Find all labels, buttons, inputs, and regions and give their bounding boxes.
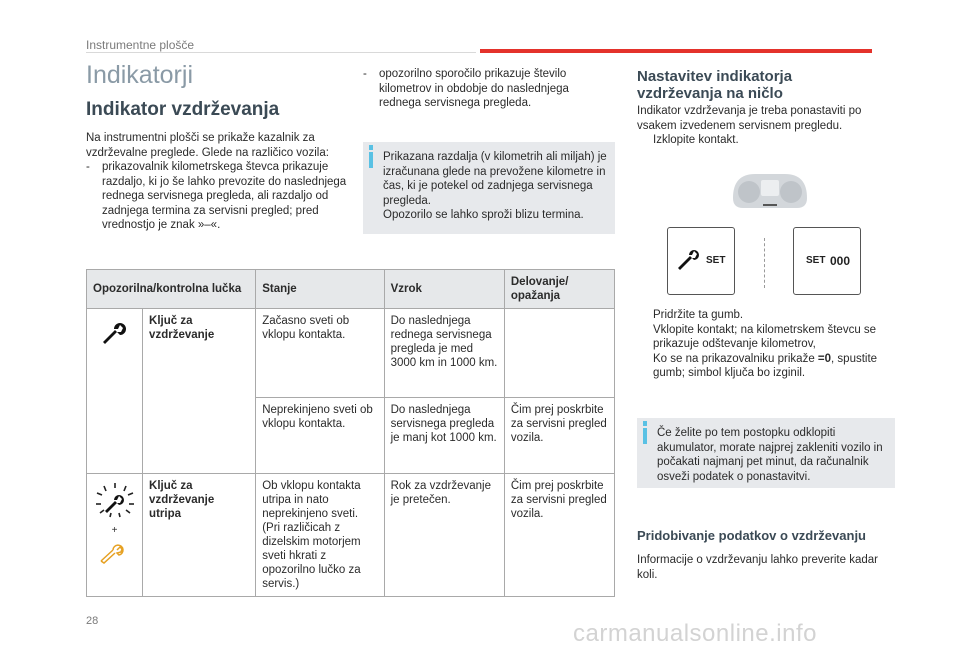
info-text	[383, 150, 608, 223]
info-line: Opozorilo se lahko sproži blizu termina.	[383, 209, 584, 221]
section-header: Instrumentne plošče	[86, 38, 195, 52]
list-item	[637, 352, 907, 381]
set-label: SET	[706, 255, 726, 266]
cell-action: Čim prej poskrbite za servisni pregled vozila.	[504, 398, 614, 474]
list-dash: -	[86, 161, 90, 173]
list-item-text: Izklopite kontakt.	[653, 134, 739, 146]
cell-cause: Do naslednjega servisnega pregleda je manj kot 1000 km.	[384, 398, 504, 474]
instrument-cluster-illustration	[725, 168, 815, 218]
reset-steps	[637, 308, 907, 381]
table-row	[87, 474, 615, 597]
outro-paragraph: Informacije o vzdrževanju lahko preverite kadar koli.	[637, 554, 878, 581]
info-icon	[643, 421, 647, 426]
right-section-title: Nastavitev indikatorja vzdrževanja na ničlo	[637, 68, 793, 102]
info-box	[363, 142, 615, 234]
list-item-text-bold: =0	[817, 352, 832, 365]
wrench-flashing-icon	[94, 482, 136, 518]
list-item	[86, 160, 356, 233]
info-box	[637, 418, 895, 488]
info-icon-bar	[369, 152, 373, 168]
list-item	[363, 67, 613, 111]
lamp-icon-cell	[87, 474, 143, 597]
lamp-name: Ključ za vzdrževanje utripa	[143, 474, 256, 597]
info-icon-bar	[643, 428, 647, 444]
wrench-icon	[100, 319, 130, 345]
col-header-cause: Vzrok	[384, 270, 504, 309]
reset-intro-text: Indikator vzdrževanja je treba ponastaviti po vsakem izvedenem servisnem pregledu.	[637, 105, 862, 132]
header-rule	[86, 52, 476, 53]
section-title: Indikator vzdrževanja	[86, 99, 280, 120]
list-item	[637, 323, 907, 352]
cell-action	[504, 309, 614, 398]
list-item-text: opozorilno sporočilo prikazuje število kilometrov in obdobje do naslednjega rednega servisnega pregleda.	[379, 68, 569, 109]
cell-cause: Do naslednjega rednega servisnega pregleda je med 3000 km in 1000 km.	[384, 309, 504, 398]
list-item	[637, 133, 897, 148]
subsection-title: Pridobivanje podatkov o vzdrževanju	[637, 528, 866, 543]
list-dash: -	[363, 68, 367, 80]
list-item-text-pre: Ko se na prikazovalniku prikaže	[653, 352, 818, 365]
list-item-text: Vklopite kontakt; na kilometrskem števcu se prikazuje odštevanje kilometrov,	[653, 323, 877, 350]
list-item-text: prikazovalnik kilometrskega števca prikazuje razdaljo, ki jo še lahko prevozite do naslednjega rednega servisnega pregleda, ali razdaljo od zadnjega termina za servisni pregled; pred vrednostjo je znak »–«.	[102, 161, 347, 231]
set-label: SET	[806, 255, 826, 266]
divider	[764, 238, 765, 288]
cell-state: Ob vklopu kontakta utripa in nato neprekinjeno sveti. (Pri različicah z dizelskim motorjem sveti hkrati z opozorilno lučko za servis.)	[256, 474, 384, 597]
set-button-illustration	[667, 227, 735, 295]
list-item-text: Pridržite ta gumb.	[653, 309, 744, 321]
intro-text: Na instrumentni plošči se prikaže kazalnik za vzdrževalne preglede. Glede na različico vozila:	[86, 132, 329, 159]
intro-paragraph	[86, 131, 356, 233]
wrench-outline-icon	[98, 542, 132, 564]
warning-lamp-table	[86, 269, 615, 597]
col-header-lamp: Opozorilna/kontrolna lučka	[87, 270, 256, 309]
cell-action: Čim prej poskrbite za servisni pregled vozila.	[504, 474, 614, 597]
info-line: Prikazana razdalja (v kilometrih ali miljah) je izračunana glede na prevožene kilometre in čas, ki je potekel od zadnjega servisnega pregleda.	[383, 151, 607, 207]
info-icon	[369, 145, 373, 150]
plus-sign: +	[111, 525, 118, 536]
set-display-illustration	[793, 227, 861, 295]
cell-state: Začasno sveti ob vklopu kontakta.	[256, 309, 384, 398]
page-number: 28	[86, 615, 99, 627]
page-title: Indikatorji	[86, 61, 193, 89]
lamp-name: Ključ za vzdrževanje	[143, 309, 256, 474]
col-header-action: Delovanje/ opažanja	[504, 270, 614, 309]
table-header-row	[87, 270, 615, 309]
reset-intro	[637, 104, 897, 148]
set-value: 000	[830, 254, 851, 268]
table-row	[87, 309, 615, 398]
header-accent-bar	[480, 49, 872, 53]
lamp-icon-cell	[87, 309, 143, 474]
watermark: carmanualsonline.info	[573, 620, 817, 647]
list-item	[637, 308, 907, 323]
list-item-text-post: , spustite gumb; simbol ključa bo izginil.	[653, 352, 878, 379]
info-text: Če želite po tem postopku odklopiti akumulator, morate najprej zakleniti vozilo in počakati najmanj pet minut, da računalnik osveži podatek o ponastavitvi.	[657, 427, 883, 483]
cell-state: Neprekinjeno sveti ob vklopu kontakta.	[256, 398, 384, 474]
cell-cause: Rok za vzdrževanje je pretečen.	[384, 474, 504, 597]
col-header-state: Stanje	[256, 270, 384, 309]
